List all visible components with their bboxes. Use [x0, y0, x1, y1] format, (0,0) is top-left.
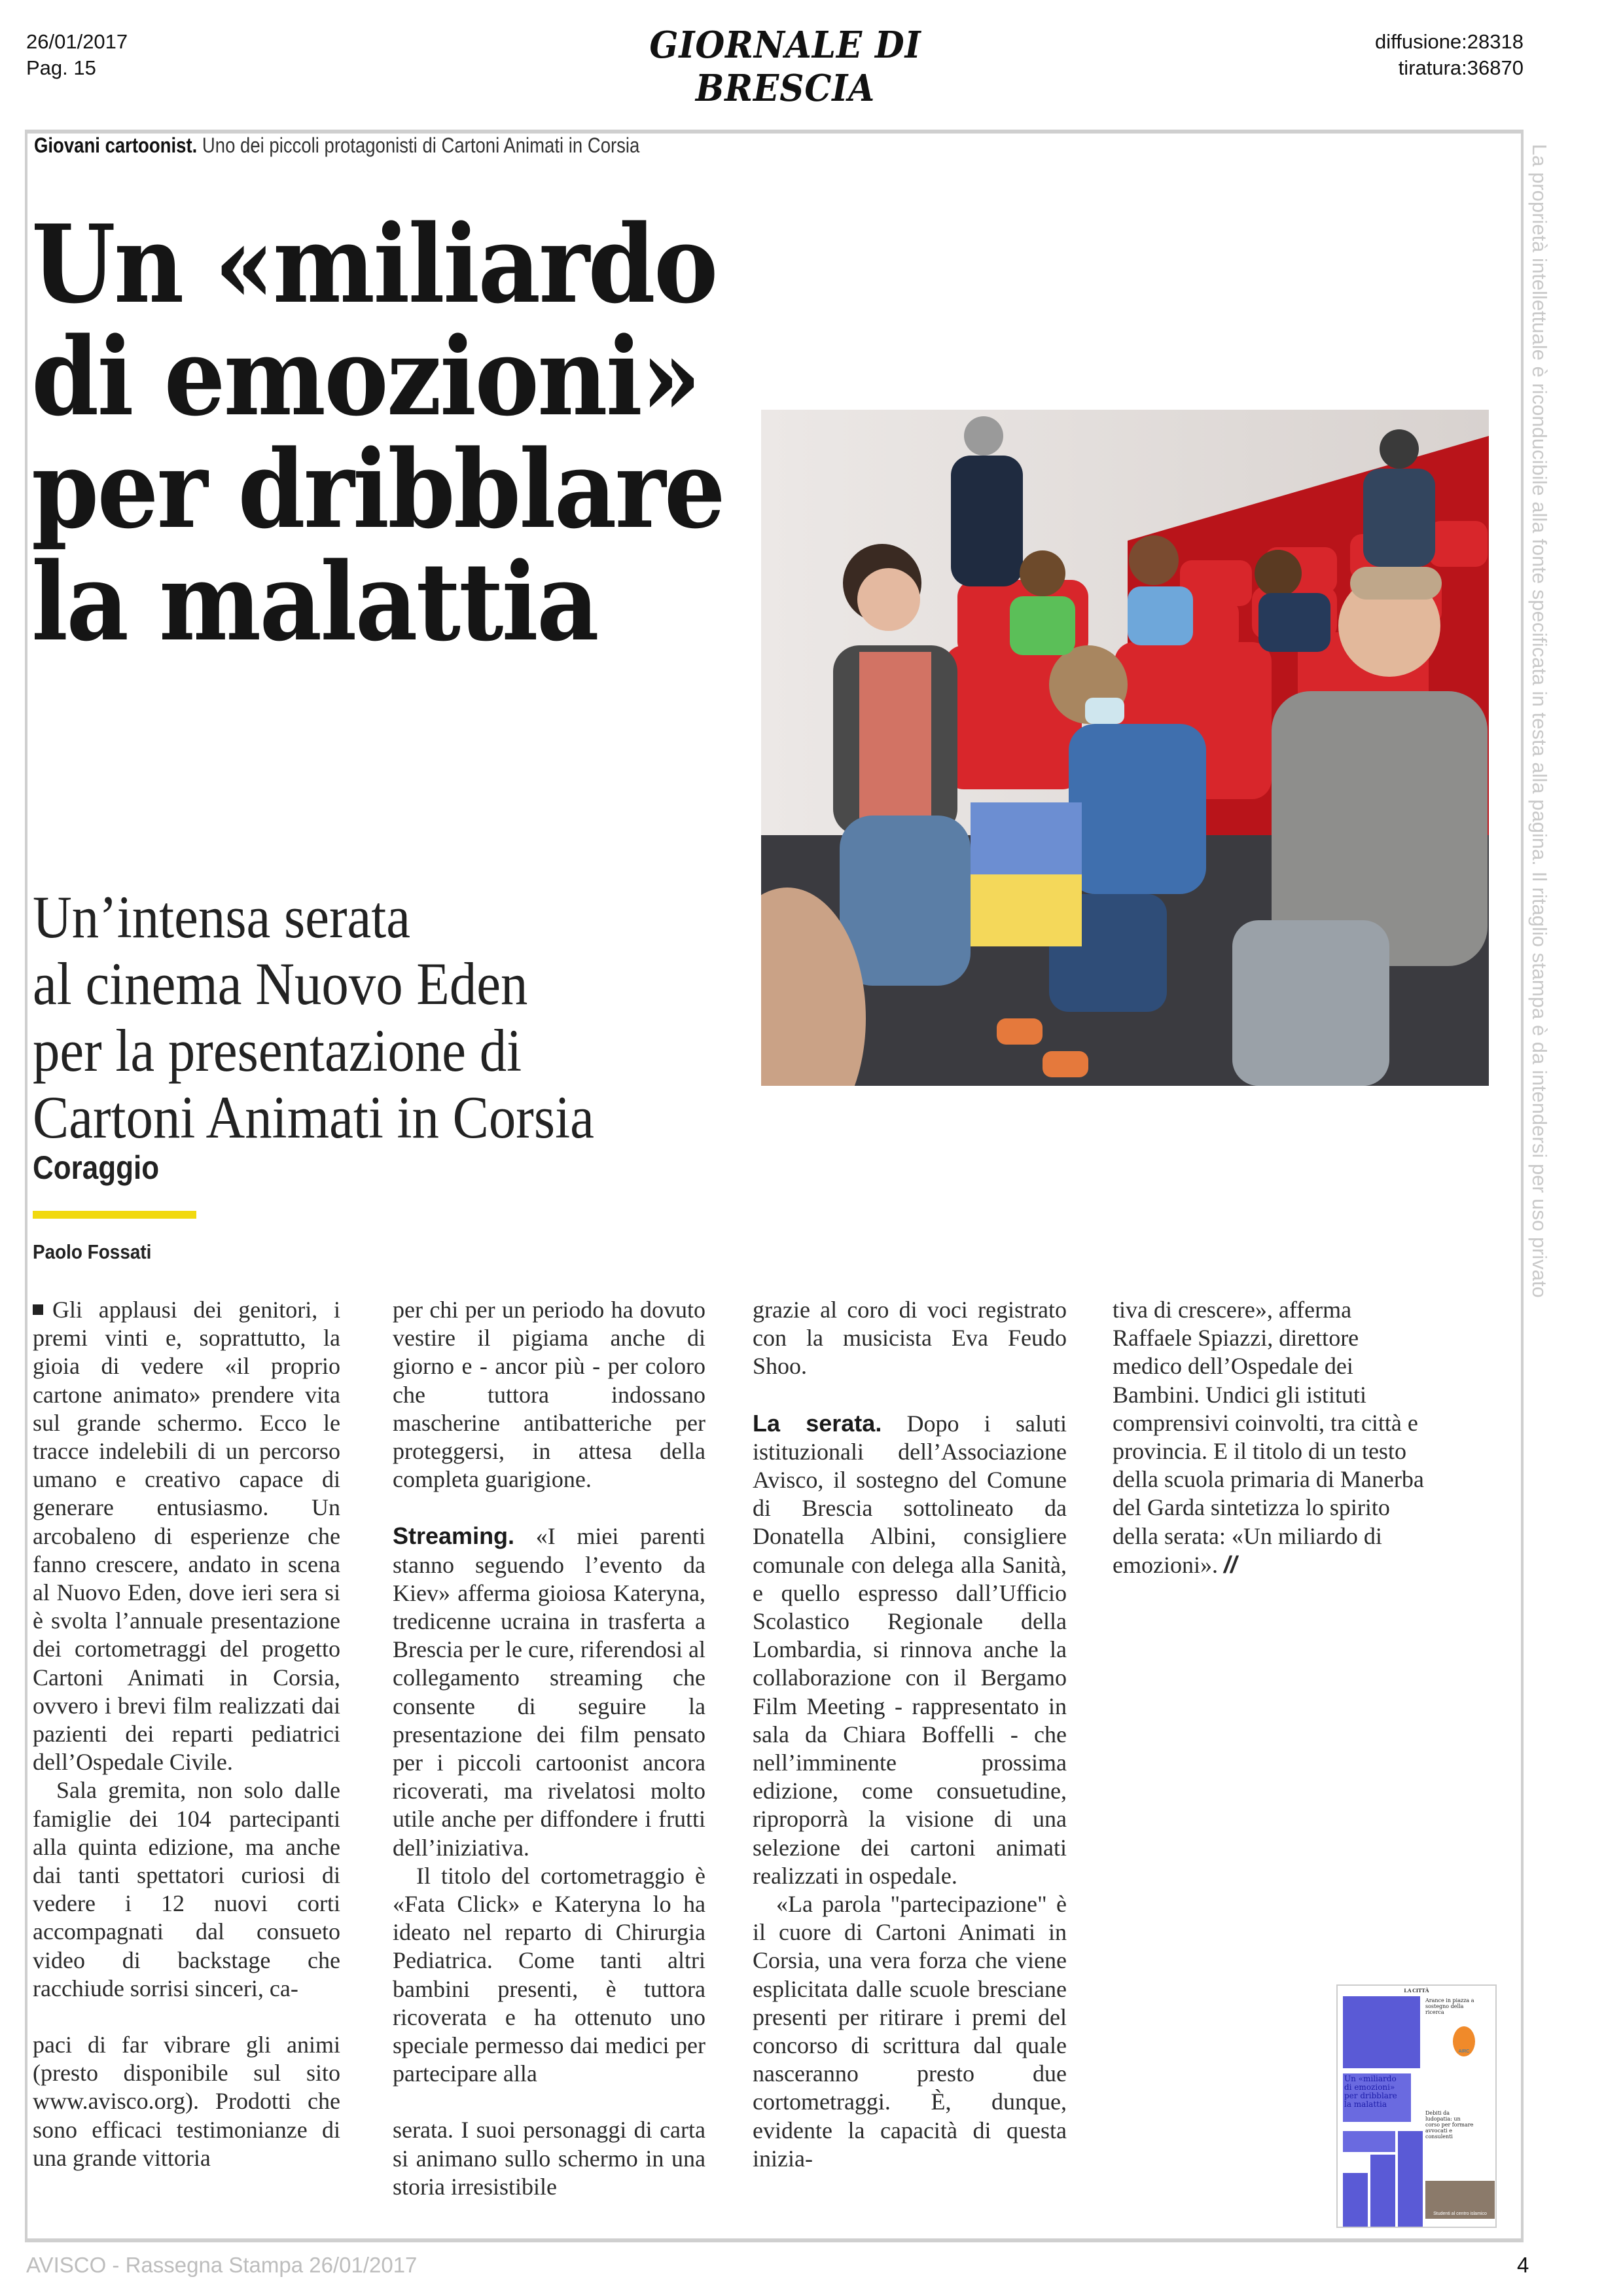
headline-line: Un «miliardo	[31, 201, 717, 327]
paragraph: grazie al coro di voci registrato con la musicista Eva Feudo Shoo.	[753, 1297, 1067, 1380]
thumbnail-col-highlight	[1343, 2173, 1368, 2228]
subheadline	[33, 884, 681, 1151]
thumb-title-line: di emozioni»	[1344, 2083, 1395, 2092]
header-page: Pag. 15	[26, 56, 96, 79]
thumbnail-headline-highlight	[1343, 2073, 1411, 2122]
headline-line: la malattia	[31, 539, 597, 665]
subheadline-line: per la presentazione di	[33, 1017, 522, 1084]
header-tiratura: tiratura:36870	[1398, 56, 1524, 79]
section-head-streaming: Streaming.	[393, 1522, 515, 1550]
paragraph	[393, 1522, 705, 1861]
headline	[31, 201, 724, 665]
thumbnail-col-highlight	[1398, 2131, 1423, 2228]
paragraph-text: Dopo i saluti istituzionali dell’Associazione Avisco, il sostegno del Comune di Brescia sottolineato da Donatella Albini, consigliere comunale con delega alla Sanità, e quello espresso dall’Ufficio Scolastico Regionale della Lombardia, si rinnova anche la collaborazione con il Bergamo Film Meeting - rappresentato in sala da Chiara Boffelli - che nell’imminente prossima edizione, come consuetudine, riproporrà la visione di una selezione dei cartoni animati realizzati in ospedale.	[753, 1410, 1067, 1889]
column-gap	[393, 1494, 705, 1522]
header-meta-right	[1375, 29, 1524, 81]
thumbnail-headline-1: Arance in piazza a sostegno della ricerca	[1425, 1998, 1474, 2015]
paragraph-text: «I miei parenti stanno seguendo l’evento da Kiev» afferma gioiosa Kateryna, tredicenne ucraina in trasferta a Brescia per le cure, riferendosi al collegamento streaming che consente di seguire la presentazione dei film pensato per i piccoli cartoonist ancora ricoverati, ma rivelatosi molto utile anche per diffondere i frutti dell’iniziativa.	[393, 1523, 705, 1861]
header-date: 26/01/2017	[26, 30, 128, 53]
paragraph: per chi per un periodo ha dovuto vestire il pigiama anche di giorno e - ancor più - per coloro che tuttora indossano mascherine antibatteriche per proteggersi, in attesa della completa guarigione.	[393, 1297, 705, 1493]
column-gap	[393, 2088, 705, 2116]
paragraph	[33, 1296, 340, 1776]
newspaper-logo: GIORNALE DI BRESCIA	[649, 24, 921, 110]
header-meta-left	[26, 29, 128, 81]
byline: Paolo Fossati	[33, 1240, 152, 1263]
headline-line: di emozioni»	[31, 314, 700, 440]
paragraph: «La parola "partecipazione" è il cuore di Cartoni Animati in Corsia, una vera forza che viene esplicitata dalle scuole bresciane presenti per ritirare i premi del concorso di scrittura dal quale nasceranno presto due cortometraggi. È, dunque, evidente la capacità di questa inizia-	[753, 1891, 1067, 2172]
column-gap	[753, 1381, 1067, 1409]
thumbnail-photo-highlight	[1343, 1996, 1420, 2068]
kicker-underline	[33, 1211, 196, 1219]
photo-caption	[34, 134, 639, 158]
header-diffusione: diffusione:28318	[1375, 30, 1524, 53]
subheadline-line: Un’intensa serata	[33, 884, 411, 950]
sidenote-text: La proprietà intellettuale è riconducibile alla fonte specificata in testa alla pagina. Il ritaglio stampa è da intendersi per uso privato	[1528, 144, 1551, 1298]
body-column-4	[1113, 1296, 1427, 1579]
thumbnail-subtitle-highlight	[1343, 2131, 1395, 2152]
thumb-title-line: la malattia	[1344, 2100, 1387, 2109]
thumbnail-photo-2: Studenti al centro islamico	[1425, 2181, 1495, 2219]
subheadline-line: Cartoni Animati in Corsia	[33, 1084, 594, 1151]
body-column-2	[393, 1296, 705, 2201]
page-thumbnail[interactable]	[1336, 1984, 1497, 2228]
thumbnail-headline-2: Debiti da ludopatia: un corso per formare avvocati e consulenti	[1425, 2110, 1474, 2140]
caption-text: Uno dei piccoli protagonisti di Cartoni Animati in Corsia	[197, 134, 640, 157]
paragraph-text: tiva di crescere», afferma Raffaele Spiazzi, direttore medico dell’Ospedale dei Bambini. Undici gli istituti comprensivi coinvolti, tra città e provincia. E il titolo di un testo della scuola primaria di Manerba del Garda sintetizza lo spirito della serata: «Un miliardo di emozioni».	[1113, 1297, 1424, 1578]
caption-bold: Giovani cartoonist.	[34, 134, 198, 157]
paragraph-text: Gli applausi dei genitori, i premi vinti e, soprattutto, la gioia di vedere «il proprio cartone animato» prendere vita sul grande schermo. Ecco le tracce indelebili di un percorso umano e creativo capace di generare entusiasmo. Un arcobaleno di esperienze che fanno crescere, andato in scena al Nuovo Eden, dove ieri sera si è svolta l’annuale presentazione dei cortometraggi del progetto Cartoni Animati in Corsia, ovvero i brevi film realizzati dai pazienti dei reparti pediatrici dell’Ospedale Civile.	[33, 1297, 340, 1776]
thumbnail-airc-logo: AIRC	[1453, 2026, 1475, 2056]
paragraph: paci di far vibrare gli animi (presto disponibile sul sito www.avisco.org). Prodotti che sono efficaci testimonianze di una grande vittoria	[33, 2032, 340, 2171]
article-photo	[761, 410, 1489, 1086]
paragraph: Sala gremita, non solo dalle famiglie dei 104 partecipanti alla quinta edizione, ma anche dai tanti spettatori curiosi di vedere i 12 nuovi corti accompagnati dal consueto video di backstage che racchiude sorrisi sinceri, ca-	[33, 1777, 340, 2001]
photo-illustration	[761, 410, 1489, 1086]
thumbnail-section: LA CITTÀ	[1404, 1988, 1429, 1994]
kicker: Coraggio	[33, 1149, 160, 1186]
section-head-serata: La serata.	[753, 1409, 882, 1437]
square-bullet-icon	[33, 1304, 43, 1315]
body-column-1	[33, 1296, 340, 2172]
thumb-title-line: per dribblare	[1344, 2091, 1397, 2100]
thumbnail-col-highlight	[1370, 2155, 1395, 2228]
paragraph	[753, 1409, 1067, 1890]
footer-page-number: 4	[1517, 2253, 1529, 2277]
end-mark: //	[1223, 1551, 1237, 1578]
thumb-title-line: Un «miliardo	[1344, 2074, 1397, 2083]
paragraph	[1113, 1296, 1427, 1579]
paragraph: Il titolo del cortometraggio è «Fata Click» e Kateryna lo ha ideato nel reparto di Chirurgia Pediatrica. Come tanti altri bambini presenti, è tuttora ricoverata e ha ottenuto uno speciale permesso dai medici per partecipare alla	[393, 1862, 705, 2087]
footer-source: AVISCO - Rassegna Stampa 26/01/2017	[26, 2253, 418, 2277]
copyright-sidenote	[1525, 144, 1558, 1420]
headline-line: per dribblare	[31, 426, 724, 552]
column-gap	[33, 2003, 340, 2031]
subheadline-line: al cinema Nuovo Eden	[33, 950, 528, 1017]
body-column-3	[753, 1296, 1067, 2173]
paragraph: serata. I suoi personaggi di carta si animano sullo schermo in una storia irresistibile	[393, 2117, 705, 2200]
